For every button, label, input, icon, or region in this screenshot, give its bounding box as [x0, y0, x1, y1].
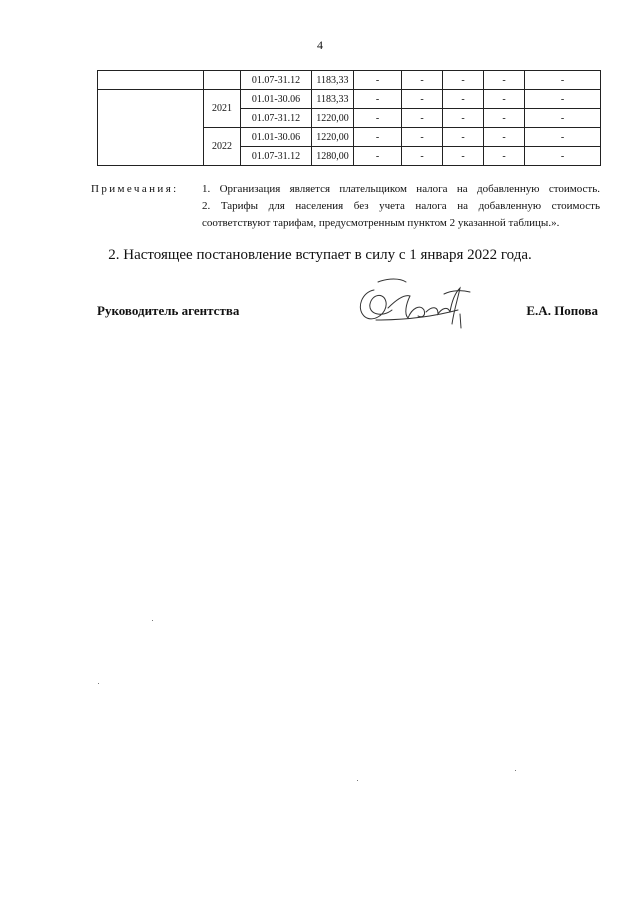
signatory-title: Руководитель агентства	[97, 303, 240, 318]
tariff-value-cell: 1183,33	[312, 71, 354, 90]
table-cell: -	[525, 90, 601, 109]
notes-label: Примечания:	[91, 183, 179, 195]
handwritten-signature	[348, 270, 478, 340]
table-cell: -	[354, 147, 402, 166]
table-cell: -	[443, 147, 484, 166]
scan-speck	[98, 683, 99, 684]
table-cell: -	[525, 147, 601, 166]
table-cell: -	[443, 71, 484, 90]
table-cell: -	[402, 147, 443, 166]
table-cell: -	[525, 109, 601, 128]
note-line: 1. Организация является плательщиком налога на добавленную стоимость.	[202, 183, 600, 195]
period-cell: 01.07-31.12	[241, 71, 312, 90]
table-cell: -	[354, 128, 402, 147]
period-cell: 01.01-30.06	[241, 90, 312, 109]
table-cell: -	[525, 71, 601, 90]
table-cell: -	[354, 71, 402, 90]
scan-speck	[152, 620, 153, 621]
table-cell: -	[525, 128, 601, 147]
period-cell: 01.01-30.06	[241, 128, 312, 147]
tariff-value-cell: 1220,00	[312, 128, 354, 147]
table-cell: -	[484, 147, 525, 166]
table-cell: -	[484, 71, 525, 90]
table-cell: -	[443, 109, 484, 128]
effective-date-clause: 2. Настоящее постановление вступает в силу с 1 января 2022 года.	[108, 247, 532, 263]
page-number: 4	[317, 38, 323, 52]
tariff-value-cell: 1183,33	[312, 90, 354, 109]
tariff-value-cell: 1220,00	[312, 109, 354, 128]
table-cell: -	[402, 90, 443, 109]
table-cell: -	[443, 90, 484, 109]
notes-body	[202, 181, 600, 232]
scan-speck	[515, 770, 516, 771]
tariff-table	[97, 70, 601, 166]
table-cell: -	[402, 128, 443, 147]
signatory-name: Е.А. Попова	[526, 303, 598, 318]
year-cell: 2022	[204, 128, 241, 166]
table-cell: -	[354, 90, 402, 109]
table-cell: -	[443, 128, 484, 147]
year-cell: 2021	[204, 90, 241, 128]
period-cell: 01.07-31.12	[241, 109, 312, 128]
period-cell: 01.07-31.12	[241, 147, 312, 166]
note-line: 2. Тарифы для населения без учета налога на добавленную стоимость	[202, 200, 600, 212]
table-cell: -	[484, 128, 525, 147]
table-cell: -	[484, 109, 525, 128]
tariff-value-cell: 1280,00	[312, 147, 354, 166]
table-cell: -	[354, 109, 402, 128]
year-cell	[204, 71, 241, 90]
scan-speck	[357, 780, 358, 781]
org-cell	[98, 71, 204, 90]
table-row	[98, 71, 601, 90]
table-cell: -	[402, 109, 443, 128]
table-cell: -	[402, 71, 443, 90]
org-cell	[98, 90, 204, 166]
note-line: соответствуют тарифам, предусмотренным пунктом 2 указанной таблицы.».	[202, 217, 560, 229]
table-cell: -	[484, 90, 525, 109]
table-row	[98, 90, 601, 109]
